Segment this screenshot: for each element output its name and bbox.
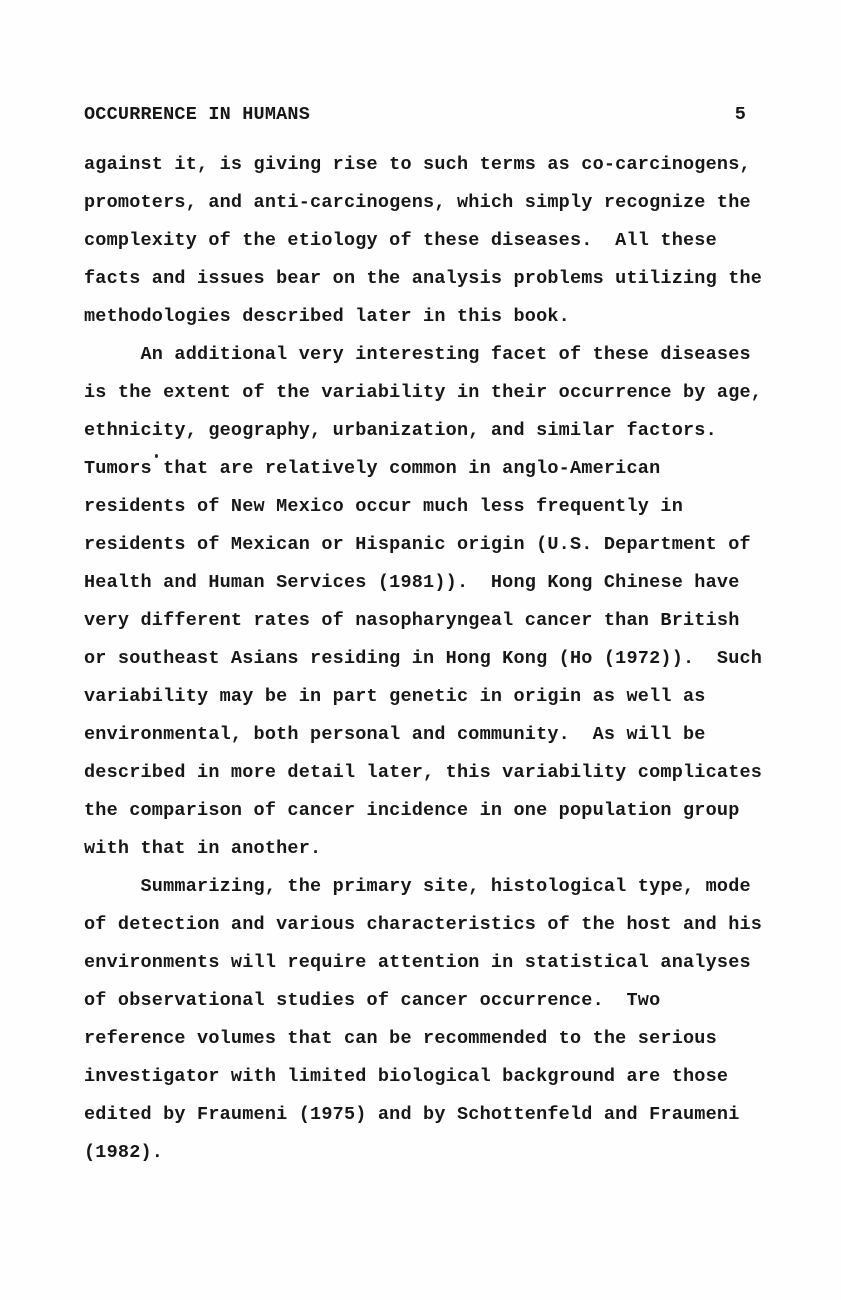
text-line: complexity of the etiology of these diseases. All these (84, 230, 717, 251)
text-line: investigator with limited biological background are those (84, 1066, 729, 1087)
paragraph (84, 336, 784, 868)
paragraph (84, 868, 784, 1172)
text-line: environments will require attention in statistical analyses (84, 952, 751, 973)
text-line: Summarizing, the primary site, histological type, mode (84, 876, 751, 897)
text-line: of detection and various characteristics of the host and his (84, 914, 763, 935)
text-line: ethnicity, geography, urbanization, and similar factors. (84, 420, 717, 441)
scan-artifact-dot (155, 454, 158, 458)
page-body (84, 146, 784, 1172)
text-line: against it, is giving rise to such terms as co-carcinogens, (84, 154, 751, 175)
text-line: Health and Human Services (1981)). Hong Kong Chinese have (84, 572, 740, 593)
text-line: is the extent of the variability in their occurrence by age, (84, 382, 763, 403)
text-line: with that in another. (84, 838, 322, 859)
text-line: very different rates of nasopharyngeal cancer than British (84, 610, 740, 631)
running-header-title: OCCURRENCE IN HUMANS (84, 104, 311, 125)
text-line: or southeast Asians residing in Hong Kong (Ho (1972)). Such (84, 648, 763, 669)
text-line: promoters, and anti-carcinogens, which simply recognize the (84, 192, 751, 213)
text-line: edited by Fraumeni (1975) and by Schottenfeld and Fraumeni (84, 1104, 740, 1125)
text-line: reference volumes that can be recommended to the serious (84, 1028, 717, 1049)
text-line: described in more detail later, this variability complicates (84, 762, 763, 783)
text-line: (1982). (84, 1142, 164, 1163)
text-line: residents of New Mexico occur much less frequently in (84, 496, 683, 517)
page-number: 5 (734, 104, 746, 125)
page-header (84, 104, 746, 125)
text-line: Tumors that are relatively common in anglo-American (84, 458, 661, 479)
text-line: An additional very interesting facet of these diseases (84, 344, 751, 365)
text-line: facts and issues bear on the analysis problems utilizing the (84, 268, 763, 289)
text-line: residents of Mexican or Hispanic origin (U.S. Department of (84, 534, 751, 555)
text-line: environmental, both personal and community. As will be (84, 724, 706, 745)
text-line: variability may be in part genetic in origin as well as (84, 686, 706, 707)
text-line: methodologies described later in this book. (84, 306, 570, 327)
text-line: of observational studies of cancer occurrence. Two (84, 990, 661, 1011)
text-line: the comparison of cancer incidence in one population group (84, 800, 740, 821)
paragraph (84, 146, 784, 336)
